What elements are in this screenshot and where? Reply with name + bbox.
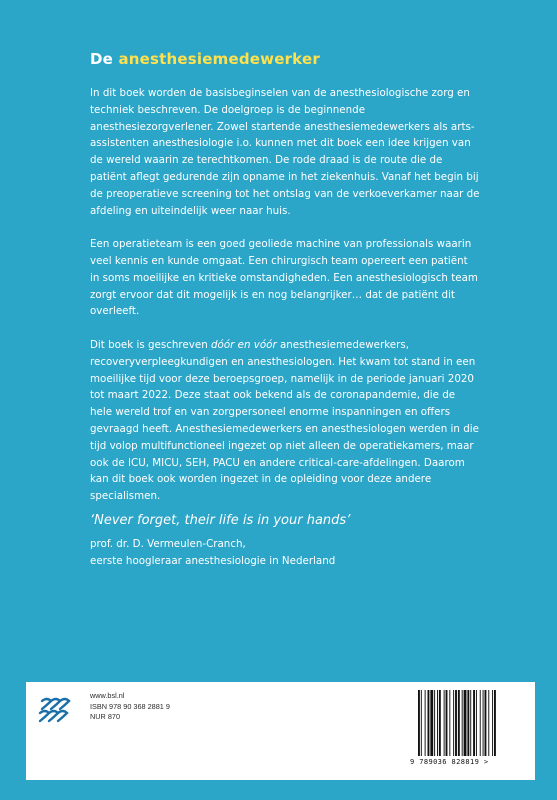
website-text: www.bsl.nl: [90, 691, 125, 700]
title-accent: anesthesiemedewerker: [118, 50, 320, 68]
blurb-paragraph-1: In dit boek worden de basisbeginselen van de anesthesiologische zorg en techniek beschreven. De doelgroep is de beginnende anesthesiezorgverlener. Zowel startende anesthesiemedewerkers als arts-assistenten anesthesiologie i.o. kunnen met dit boek een idee krijgen van de wereld waarin ze terechtkomen. De rode draad is de route die de patiënt aflegt gedurende zijn opname in het ziekenhuis. Vanaf het begin bij de preoperatieve screening tot het ontslag van de verkoeverkamer naar de afdeling en uiteindelijk weer naar huis.: [90, 87, 480, 217]
barcode-digits: 9 789036 828819 >: [410, 758, 489, 766]
blurb-paragraph-2: Een operatieteam is een goed geoliede machine van professionals waarin veel kennis en kunde omgaat. Een chirurgisch team opereert een patiënt in soms moeilijke en kritieke omstandigheden. Een anesthesiologisch team zorgt ervoor dat dit mogelijk is en nog belangrijker… dat de patiënt dit overleeft.: [90, 238, 478, 318]
attribution-name: prof. dr. D. Vermeulen-Cranch,: [90, 538, 246, 550]
paragraph-3-before: Dit boek is geschreven: [90, 338, 211, 351]
nur-text: NUR 870: [90, 712, 121, 722]
paragraph-3-after: anesthesiemedewerkers, recoveryverpleegkundigen en anesthesiologen. Het kwam tot stand in een moeilijke tijd voor deze beroepsgroep, namelijk in de periode januari 2020 tot maart 2022. Deze staat ook bekend als de coronapandemie, die de hele wereld trof en van zorgpersoneel enorme inspanningen en offers gevraagd heeft. Anesthesiemedewerkers en anesthesiologen werden in die tijd volop multifunctioneel ingezet op niet alleen de operatiekamers, maar ook de ICU, MICU, SEH, PACU en andere critical-care-afdelingen. Daarom kan dit boek ook worden ingezet in de opleiding voor deze andere specialismen.: [90, 338, 479, 503]
attribution-role: eerste hoogleraar anesthesiologie in Nederland: [90, 554, 336, 567]
attribution: [90, 536, 335, 570]
title-prefix: De: [90, 50, 114, 68]
paragraph-3-emphasis: dóór en vóór: [211, 338, 277, 351]
barcode: [416, 690, 528, 756]
blurb-paragraph-3: [90, 337, 480, 505]
publisher-info: [90, 691, 170, 723]
book-title: [90, 50, 320, 68]
isbn-text: ISBN 978 90 368 2881 9: [90, 701, 170, 711]
quote: ‘Never forget, their life is in your hands’: [90, 513, 351, 528]
bsl-logo-icon: [38, 695, 72, 725]
blurb: [90, 85, 480, 522]
publisher-footer: [26, 682, 535, 780]
